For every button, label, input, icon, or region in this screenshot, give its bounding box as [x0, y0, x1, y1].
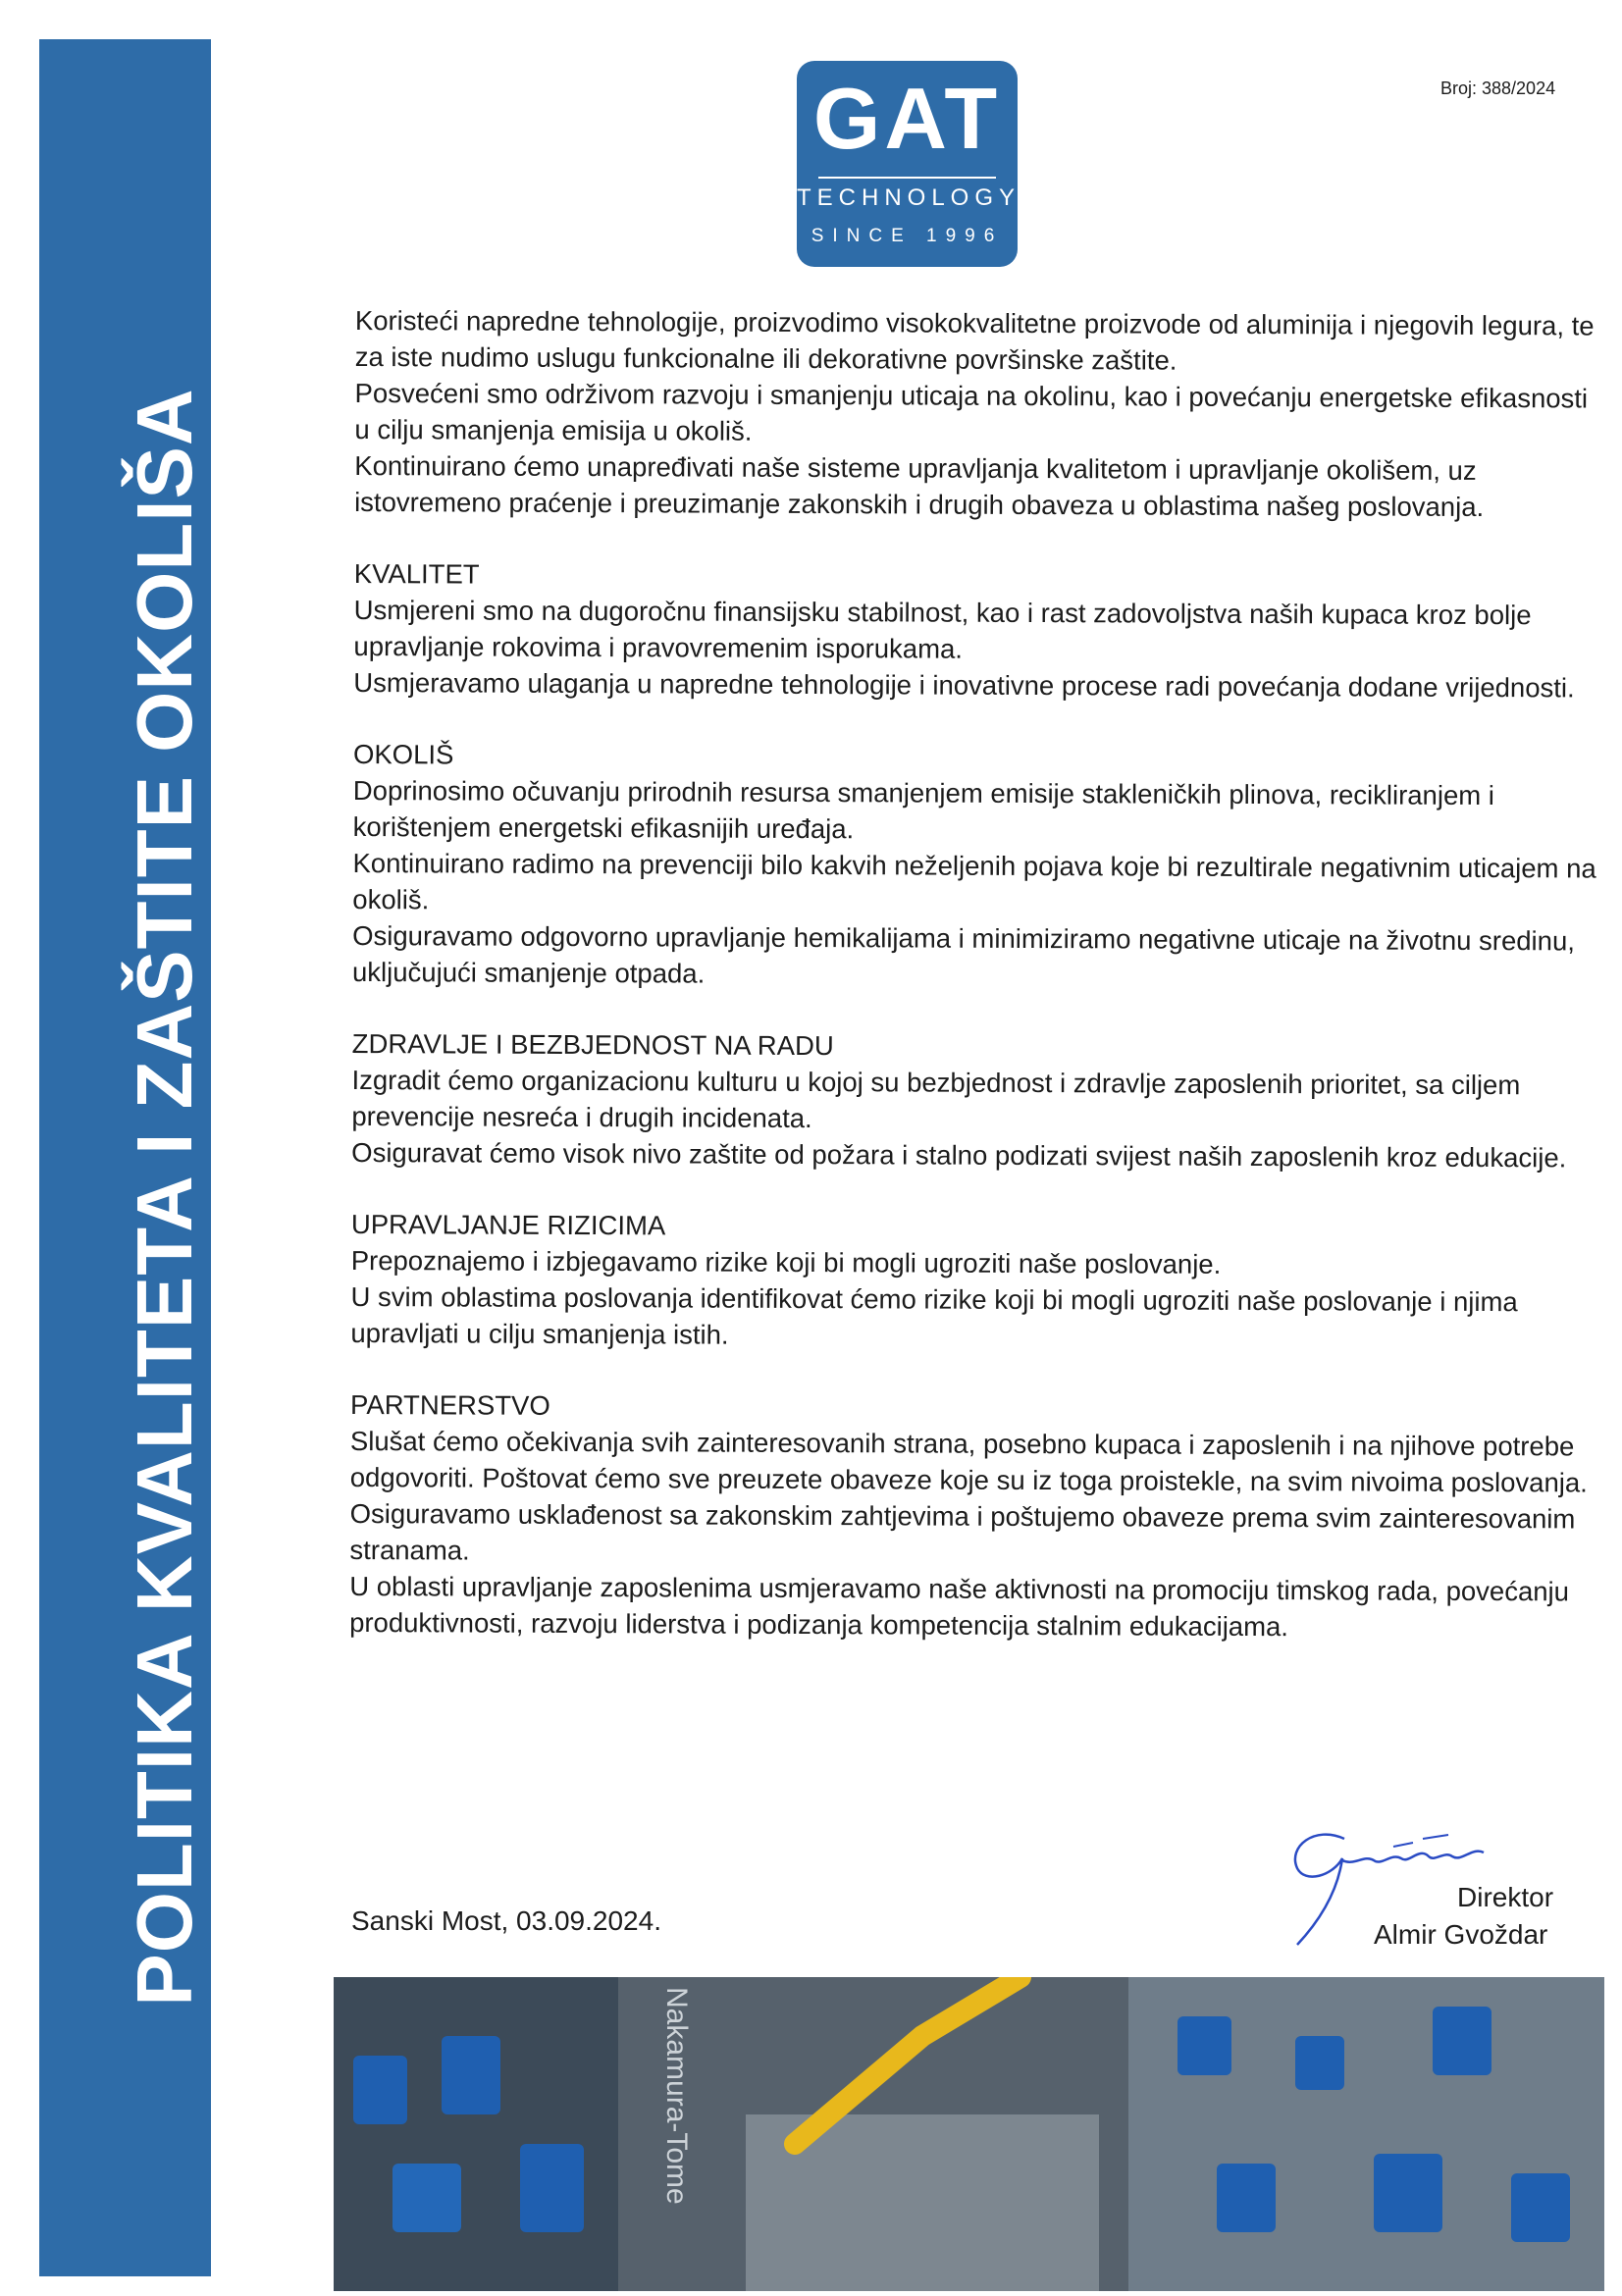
blue-fixture: [1217, 2164, 1276, 2232]
policy-body: [349, 302, 1601, 1646]
intro-paragraph: Kontinuirano ćemo unapređivati naše sisteme upravljanja kvalitetom i upravljanje okolišem, uz istovremeno praćenje i preuzimanje zakonskih i drugih obaveza u oblastima našeg poslovanja.: [354, 449, 1485, 523]
blue-fixture: [1511, 2173, 1570, 2242]
logo-since: SINCE 1996: [811, 226, 1004, 246]
blue-fixture: [392, 2164, 461, 2232]
signatory-title: Direktor: [1457, 1882, 1554, 1912]
intro-paragraph: Koristeći napredne tehnologije, proizvodimo visokokvalitetne proizvode od aluminija i njegovih legura, te za iste nudimo uslugu funkcionalne ili dekorativne površinske zaštite.: [354, 304, 1595, 376]
blue-fixture: [1433, 2007, 1491, 2075]
section-paragraph: Usmjereni smo na dugoročnu finansijsku stabilnost, kao i rast zadovoljstva naših kupaca kroz bolje upravljanje rokovima i pravovremenim isporukama.: [353, 594, 1532, 664]
logo-divider: [818, 177, 996, 179]
section-heading-partnerstvo: PARTNERSTVO: [350, 1388, 550, 1421]
section-paragraph: Prepoznajemo i izbjegavamo rizike koji bi mogli ugroziti naše poslovanje.: [350, 1244, 1222, 1279]
section-heading-okolis: OKOLIŠ: [352, 738, 454, 770]
section-heading-kvalitet: KVALITET: [353, 557, 480, 590]
blue-fixture: [1177, 2016, 1231, 2075]
blue-fixture: [353, 2056, 407, 2124]
section-paragraph: U svim oblastima poslovanja identifikovat ćemo rizike koji bi mogli ugroziti naše poslovanje i njima upravljati u cilju smanjenja istih.: [350, 1280, 1518, 1350]
photo-panel-left: [334, 1977, 618, 2291]
sidebar-band: [39, 39, 211, 2276]
signature-stroke: [1342, 1852, 1484, 1862]
blue-fixture: [1374, 2154, 1442, 2232]
place-date: Sanski Most, 03.09.2024.: [351, 1905, 661, 1936]
blue-fixture: [1295, 2036, 1344, 2090]
factory-photo-illustration: [334, 1977, 1604, 2291]
section-paragraph: Osiguravat ćemo visok nivo zaštite od požara i stalno podizati svijest naših zaposlenih kroz edukacije.: [351, 1136, 1567, 1174]
company-logo: [797, 61, 1021, 267]
section-paragraph: Kontinuirano radimo na prevenciji bilo kakvih neželjenih pojava koje bi rezultirale negativnim uticajem na okoliš.: [352, 847, 1596, 915]
signatory-name: Almir Gvoždar: [1374, 1919, 1548, 1950]
signature-stroke: [1393, 1835, 1448, 1847]
vertical-title: POLITIKA KVALITETA I ZAŠTITE OKOLIŠA: [121, 388, 208, 2007]
blue-fixture: [520, 2144, 584, 2232]
logo-name: GAT: [812, 70, 1002, 167]
blue-fixture: [442, 2036, 500, 2114]
logo-subtitle: TECHNOLOGY: [797, 184, 1021, 211]
section-heading-zdravlje: ZDRAVLJE I BEZBJEDNOST NA RADU: [351, 1027, 834, 1062]
section-paragraph: U oblasti upravljanje zaposlenima usmjeravamo naše aktivnosti na promociju timskog rada, povećanju produktivnosti, razvoju liderstva i podizanja kompetencija stalnim edukacijama.: [349, 1570, 1570, 1643]
intro-paragraph: Posvećeni smo održivom razvoju i smanjenju uticaja na okolinu, kao i povećanju energetske efikasnosti u cilju smanjenja emisija u okoliš.: [354, 377, 1589, 446]
machine-brand-text: Nakamura-Tome: [660, 1987, 693, 2205]
document-number: Broj: 388/2024: [1440, 78, 1556, 98]
section-paragraph: Osiguravamo odgovorno upravljanje hemikalijama i minimiziramo negativne uticaje na životnu sredinu, uključujući smanjenje otpada.: [351, 919, 1576, 989]
section-paragraph: Doprinosimo očuvanju prirodnih resursa smanjenjem emisije stakleničkih plinova, recikliranjem i korištenjem energetski efikasnijih uređaja.: [352, 774, 1495, 845]
section-paragraph: Usmjeravamo ulaganja u napredne tehnologije i inovativne procese radi povećanja dodane vrijednosti.: [353, 666, 1575, 704]
section-paragraph: Slušat ćemo očekivanja svih zainteresovanih strana, posebno kupaca i zaposlenih i na njihove potrebe odgovoriti. Poštovat ćemo sve preuzete obaveze koje su iz toga proistekle, na svim nivoima poslovanja.: [349, 1425, 1588, 1498]
section-paragraph: Izgradit ćemo organizacionu kulturu u kojoj su bezbjednost i zdravlje zaposlenih prioritet, sa ciljem prevencije nesreća i drugih incidenata.: [351, 1064, 1521, 1134]
section-heading-rizici: UPRAVLJANJE RIZICIMA: [350, 1208, 666, 1241]
signature-stroke: [1295, 1835, 1344, 1945]
section-paragraph: Osiguravamo usklađenost sa zakonskim zahtjevima i poštujemo obaveze prema svim zainteresovanim stranama.: [349, 1497, 1576, 1566]
factory-photo: [334, 1977, 1604, 2291]
